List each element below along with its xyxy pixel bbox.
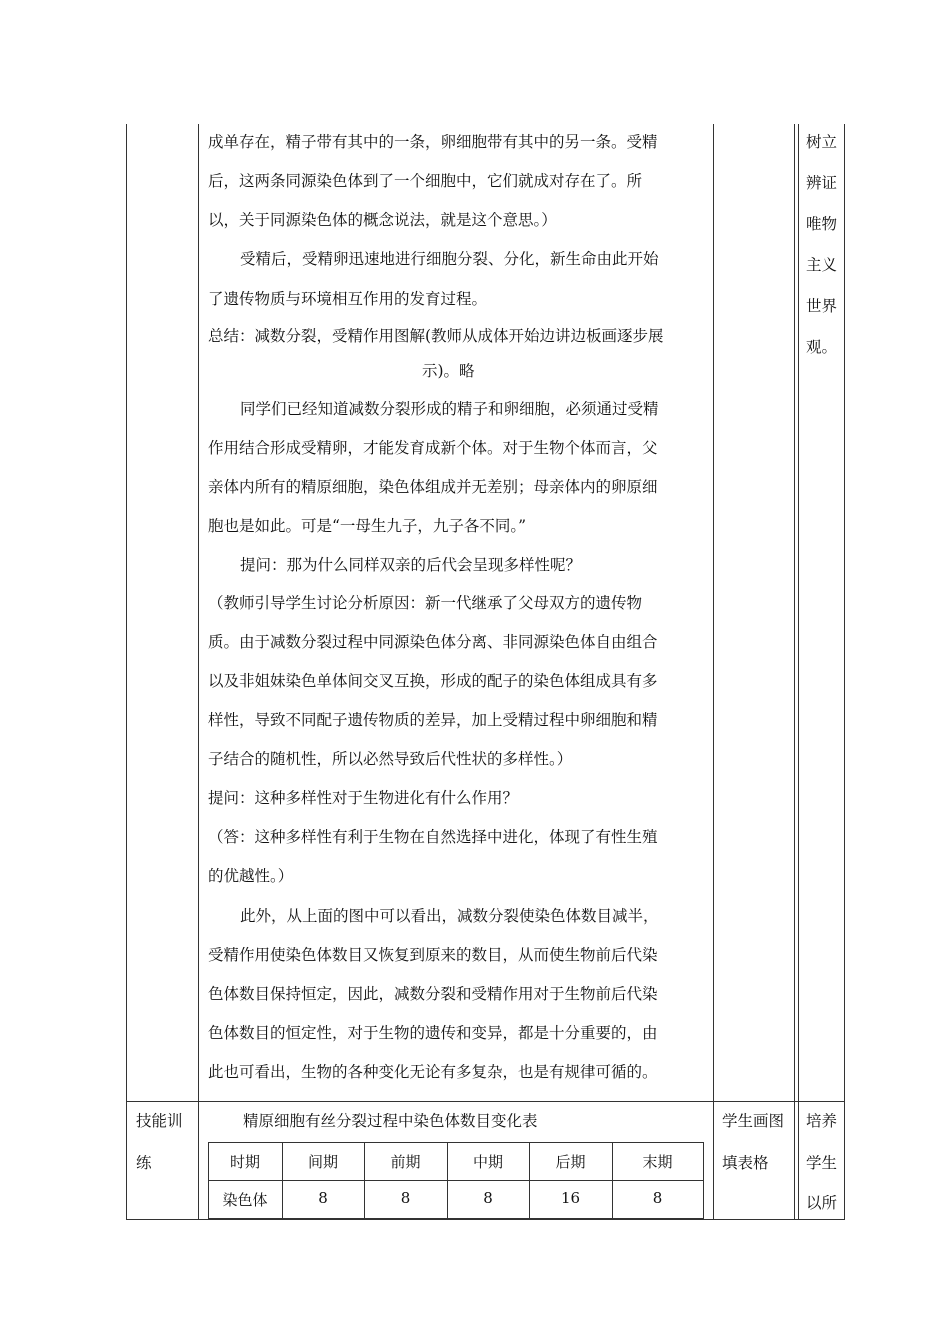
table-header-cell: 中期 bbox=[472, 1153, 503, 1171]
outer-right-border bbox=[844, 124, 845, 1220]
text-line: 提问：这种多样性对于生物进化有什么作用？ bbox=[208, 789, 519, 807]
text-line: 受精后，受精卵迅速地进行细胞分裂、分化，新生命由此开始 bbox=[240, 250, 659, 268]
intent-line: 主义 bbox=[806, 256, 838, 274]
row-divider bbox=[126, 1101, 845, 1102]
text-line: 以，关于同源染色体的概念说法，就是这个意思。） bbox=[208, 211, 557, 229]
text-line: 样性，导致不同配子遗传物质的差异，加上受精过程中卵细胞和精 bbox=[208, 711, 658, 729]
text-line: 色体数目保持恒定，因此，减数分裂和受精作用对于生物前后代染 bbox=[208, 985, 658, 1003]
text-line: 此也可看出，生物的各种变化无论有多复杂，也是有规律可循的。 bbox=[208, 1063, 658, 1081]
text-line: 示)。略 bbox=[422, 362, 475, 380]
intent-line: 观。 bbox=[806, 338, 838, 356]
table-data-cell: 8 bbox=[318, 1189, 328, 1207]
text-line: 受精作用使染色体数目又恢复到原来的数目，从而使生物前后代染 bbox=[208, 946, 658, 964]
text-line: 成单存在，精子带有其中的一条，卵细胞带有其中的另一条。受精 bbox=[208, 133, 658, 151]
student-activity: 填表格 bbox=[722, 1154, 769, 1172]
text-line: 后，这两条同源染色体到了一个细胞中，它们就成对存在了。所 bbox=[208, 172, 643, 190]
chromosome-table bbox=[208, 1142, 704, 1219]
table-header-cell: 时期 bbox=[229, 1153, 260, 1171]
text-line: 亲体内所有的精原细胞，染色体组成并无差别；母亲体内的卵原细 bbox=[208, 478, 658, 496]
table-header-cell: 前期 bbox=[390, 1153, 421, 1171]
text-line: 质。由于减数分裂过程中同源染色体分离、非同源染色体自由组合 bbox=[208, 633, 658, 651]
table-header-cell: 末期 bbox=[642, 1153, 673, 1171]
intent-line: 世界 bbox=[806, 297, 838, 315]
student-activity: 学生画图 bbox=[722, 1112, 785, 1130]
table-data-cell: 8 bbox=[652, 1189, 663, 1207]
table-title: 精原细胞有丝分裂过程中染色体数目变化表 bbox=[243, 1112, 538, 1130]
text-line: 了遗传物质与环境相互作用的发育过程。 bbox=[208, 290, 488, 308]
text-line: 提问：那为什么同样双亲的后代会呈现多样性呢？ bbox=[240, 556, 582, 574]
table-data-cell: 染色体 bbox=[222, 1191, 268, 1209]
text-line: 胞也是如此。可是“一母生九子，九子各不同。” bbox=[208, 517, 527, 535]
table-data-cell: 16 bbox=[560, 1189, 581, 1207]
intent-line: 树立 bbox=[806, 133, 838, 151]
intent-line: 辨证 bbox=[806, 174, 838, 192]
column-divider-2 bbox=[713, 124, 714, 1220]
intent-line: 唯物 bbox=[806, 215, 838, 233]
column-divider-4 bbox=[798, 124, 799, 1220]
column-divider-3 bbox=[794, 124, 795, 1220]
text-line: 子结合的随机性，所以必然导致后代性状的多样性。） bbox=[208, 750, 573, 768]
section-label: 技能训 bbox=[136, 1112, 183, 1130]
table-data-cell: 8 bbox=[400, 1189, 411, 1207]
text-line: 总结：减数分裂，受精作用图解(教师从成体开始边讲边板画逐步展 bbox=[208, 327, 664, 345]
text-line: （答：这种多样性有利于生物在自然选择中进化，体现了有性生殖 bbox=[208, 828, 658, 846]
text-line: 同学们已经知道减数分裂形成的精子和卵细胞，必须通过受精 bbox=[240, 400, 659, 418]
purpose-line: 学生 bbox=[806, 1154, 838, 1172]
column-divider-1 bbox=[198, 124, 199, 1220]
table-header-cell: 后期 bbox=[555, 1153, 586, 1171]
outer-left-border bbox=[126, 124, 127, 1220]
lesson-plan-table bbox=[126, 124, 845, 1220]
text-line: 的优越性。） bbox=[208, 867, 294, 885]
bottom-border bbox=[126, 1219, 845, 1220]
text-line: 作用结合形成受精卵，才能发育成新个体。对于生物个体而言，父 bbox=[208, 439, 658, 457]
section-label: 练 bbox=[136, 1154, 152, 1172]
purpose-line: 培养 bbox=[806, 1112, 838, 1130]
table-border bbox=[703, 1142, 704, 1219]
text-line: 以及非姐妹染色单体间交叉互换，形成的配子的染色体组成具有多 bbox=[208, 672, 658, 690]
text-line: 色体数目的恒定性，对于生物的遗传和变异，都是十分重要的，由 bbox=[208, 1024, 658, 1042]
text-line: 此外，从上面的图中可以看出，减数分裂使染色体数目减半， bbox=[240, 907, 659, 925]
table-data-cell: 8 bbox=[483, 1189, 493, 1207]
table-header-cell: 间期 bbox=[307, 1153, 338, 1171]
purpose-line: 以所 bbox=[806, 1194, 838, 1212]
text-line: （教师引导学生讨论分析原因：新一代继承了父母双方的遗传物 bbox=[208, 594, 643, 612]
